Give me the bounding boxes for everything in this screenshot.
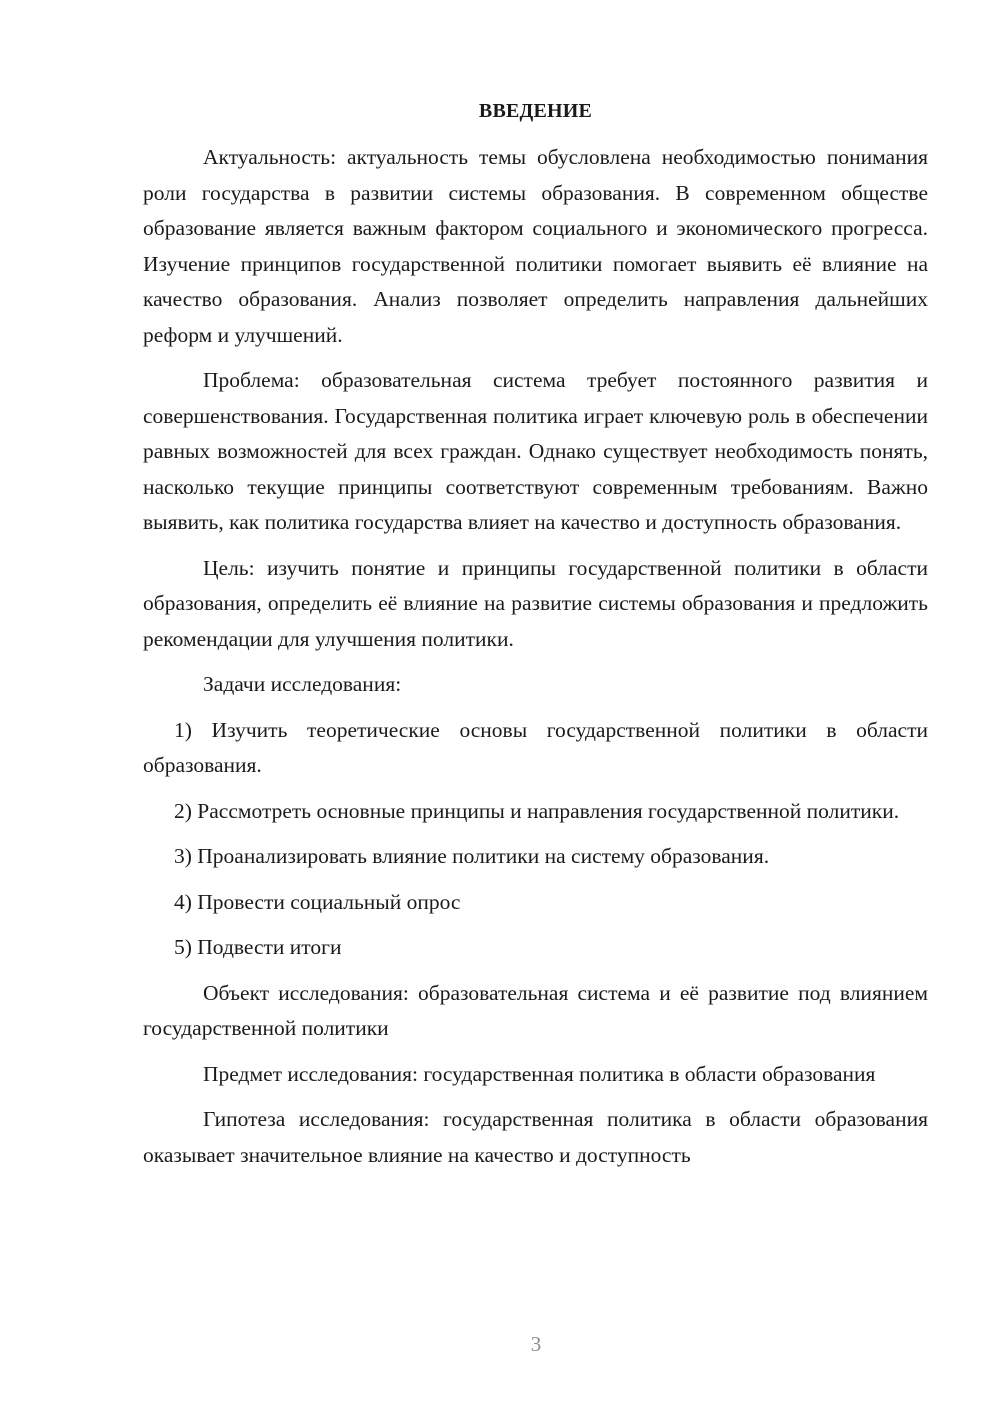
task-item-4: 4) Провести социальный опрос — [174, 889, 461, 914]
task-item-2: 2) Рассмотреть основные принципы и направления государственной политики. — [174, 798, 900, 823]
page-content — [143, 94, 928, 1173]
goal-paragraph: Цель: изучить понятие и принципы государственной политики в области образования, определить её влияние на развитие системы образования и предложить рекомендации для улучшения политики. — [143, 555, 928, 651]
task-item-1: 1) Изучить теоретические основы государственной политики в области образования. — [143, 717, 928, 777]
page-number: 3 — [530, 1332, 542, 1356]
object-paragraph: Объект исследования: образовательная система и её развитие под влиянием государственной политики — [143, 980, 928, 1040]
subject-paragraph: Предмет исследования: государственная политика в области образования — [203, 1061, 876, 1086]
hypothesis-paragraph: Гипотеза исследования: государственная политика в области образования оказывает значительное влияние на качество и доступность — [143, 1107, 928, 1167]
section-title: ВВЕДЕНИЕ — [478, 100, 593, 122]
tasks-heading: Задачи исследования: — [203, 672, 402, 696]
problem-paragraph: Проблема: образовательная система требует постоянного развития и совершенствования. Государственная политика играет ключевую роль в обеспечении равных возможностей для всех граждан. Однако существует необходимость понять, насколько текущие принципы соответствуют современным требованиям. Важно выявить, как политика государства влияет на качество и доступность образования. — [143, 368, 928, 534]
task-item-3: 3) Проанализировать влияние политики на систему образования. — [174, 844, 770, 868]
relevance-paragraph: Актуальность: актуальность темы обусловлена необходимостью понимания роли государства в развитии системы образования. В современном обществе образование является важным фактором социального и экономического прогресса. Изучение принципов государственной политики помогает выявить её влияние на качество образования. Анализ позволяет определить направления дальнейших реформ и улучшений. — [143, 145, 928, 347]
task-item-5: 5) Подвести итоги — [174, 935, 342, 959]
